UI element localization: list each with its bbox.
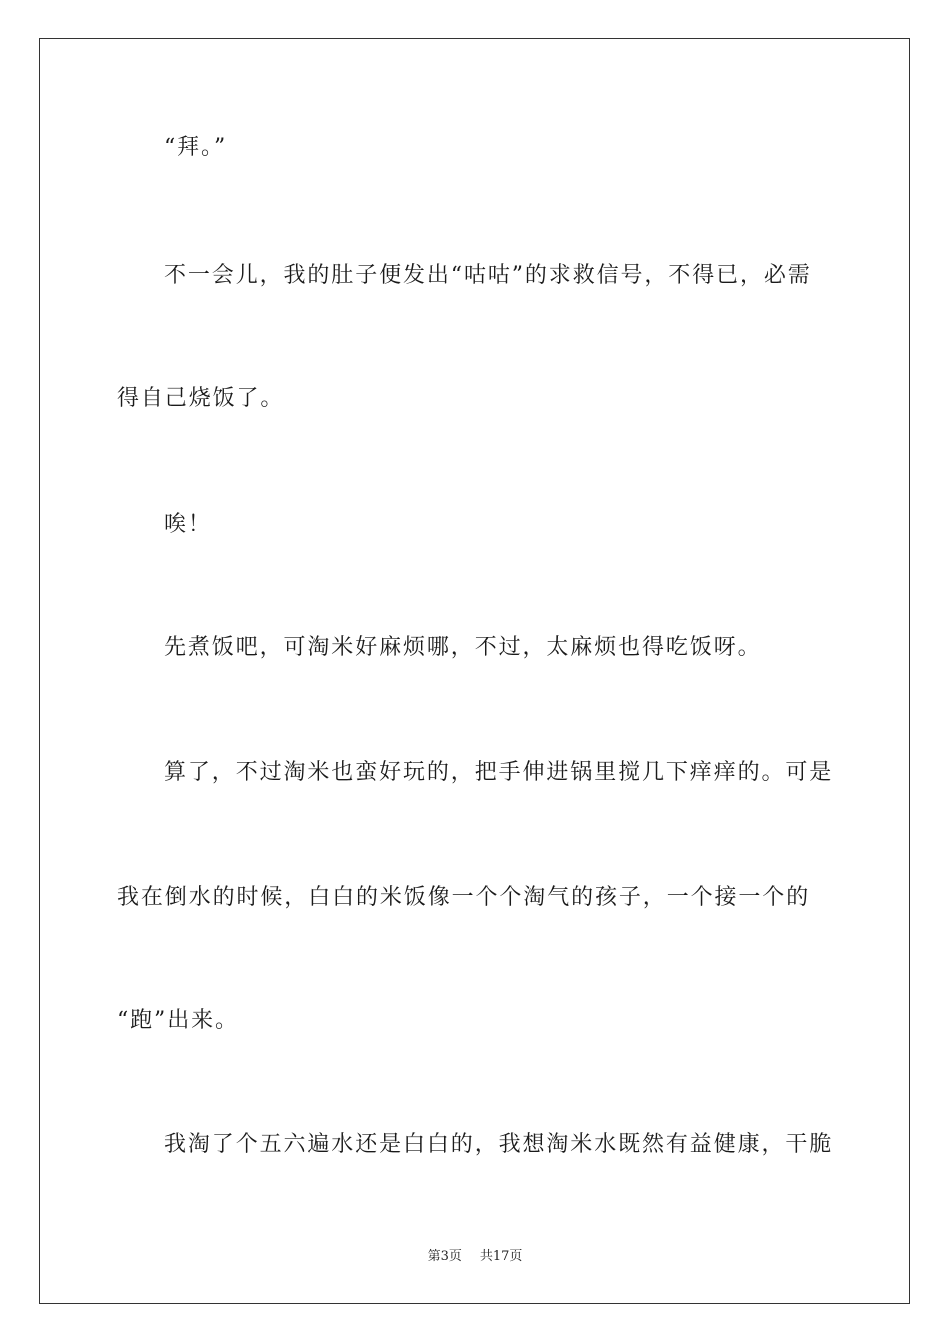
paragraph-line: 算了，不过淘米也蛮好玩的，把手伸进锅里搅几下痒痒的。可是 [164,760,834,785]
paragraph-line: “跑”出来。 [117,1008,239,1033]
paragraph-line: 我在倒水的时候，白白的米饭像一个个淘气的孩子，一个接一个的 [117,885,811,910]
page-total: 共17页 [479,1249,523,1264]
page-number: 第3页 [427,1249,462,1264]
paragraph-line: 得自己烧饭了。 [117,386,285,411]
paragraph-line: “拜。” [164,135,228,160]
page-footer [0,1248,950,1266]
paragraph-line: 我淘了个五六遍水还是白白的，我想淘米水既然有益健康，干脆 [164,1132,834,1157]
paragraph-line: 先煮饭吧，可淘米好麻烦哪，不过，太麻烦也得吃饭呀。 [164,635,762,660]
paragraph-line: 唉！ [164,512,212,537]
page-border [39,38,910,1304]
paragraph-line: 不一会儿，我的肚子便发出“咕咕”的求救信号，不得已，必需 [164,263,812,288]
